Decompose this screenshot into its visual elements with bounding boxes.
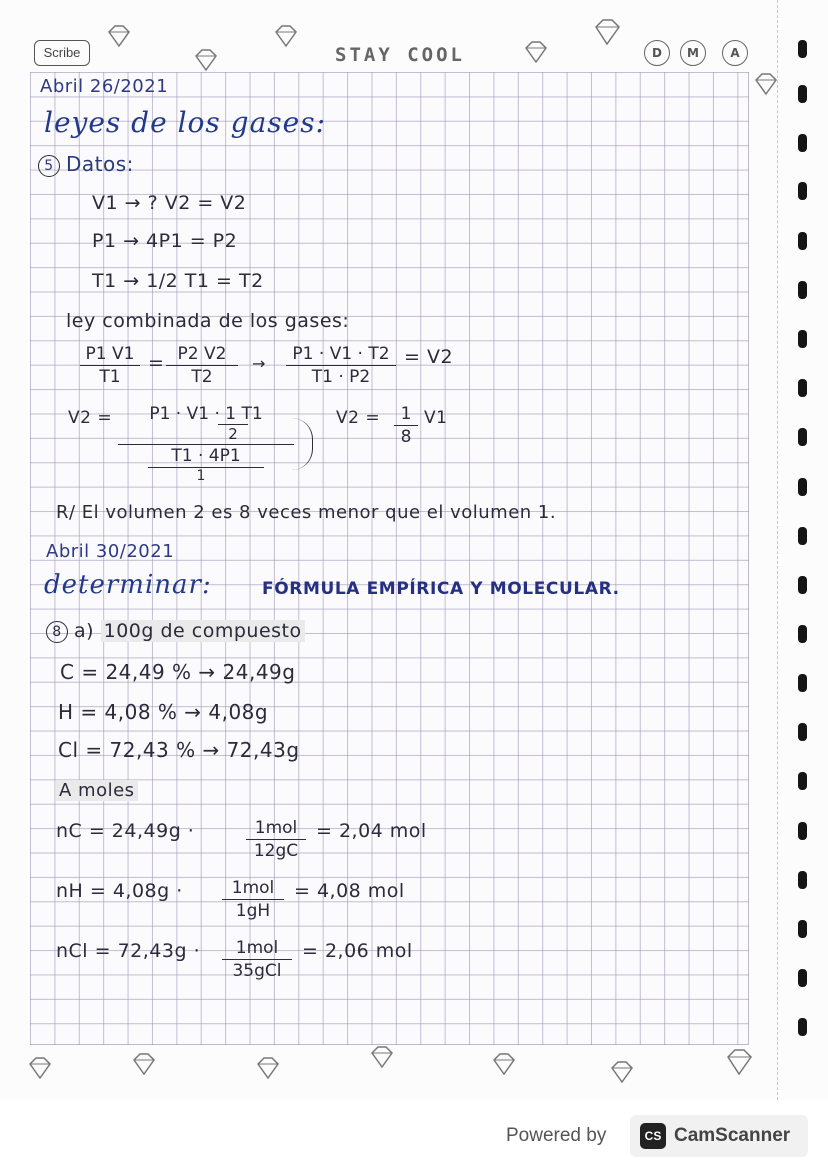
eq4-fraction	[394, 404, 418, 447]
eq3-lhs: V2 =	[68, 408, 113, 428]
eq3-denominator-2: 1	[196, 468, 206, 484]
diamond-icon	[192, 48, 218, 72]
calc-h-result: = 4,08 mol	[294, 880, 405, 902]
section-title-gas-laws: leyes de los gases:	[44, 106, 327, 139]
diamond-icon	[724, 1048, 754, 1076]
answer-text: R/ El volumen 2 es 8 veces menor que el volumen 1.	[56, 502, 557, 523]
given-line-t: T1 → 1/2 T1 = T2	[92, 270, 264, 292]
composition-c: C = 24,49 % → 24,49g	[60, 660, 296, 684]
diamond-icon	[592, 18, 622, 46]
powered-by-text: Powered by	[506, 1125, 607, 1146]
calc-c-result: = 2,04 mol	[316, 820, 427, 842]
eq2-numerator: P1 · V1 · T2	[292, 344, 390, 364]
calc-cl-den: 35gCl	[232, 961, 282, 981]
eq3-denominator: T1 · 4P1	[171, 446, 241, 466]
date-april-26: Abril 26/2021	[40, 76, 169, 97]
header-circle-d: D	[644, 40, 670, 66]
moles-heading	[56, 780, 138, 801]
calc-c-den: 12gC	[253, 841, 299, 861]
calc-h-lhs: nH = 4,08g ·	[56, 880, 183, 902]
header-circle-a: A	[722, 40, 748, 66]
diamond-icon	[368, 1045, 394, 1069]
eq1-rhs-fraction	[166, 344, 238, 387]
eq4-lhs: V2 =	[336, 408, 381, 428]
given-line-v: V1 → ? V2 = V2	[92, 192, 247, 214]
problem-8-heading	[46, 620, 305, 643]
diamond-icon	[490, 1052, 516, 1076]
eq4-numerator: 1	[400, 404, 412, 424]
diamond-icon	[522, 40, 548, 64]
problem-number: 5	[38, 155, 60, 177]
moles-label: A moles	[56, 780, 138, 801]
eq1-arrow: →	[252, 354, 266, 373]
datos-label: Datos:	[66, 152, 134, 176]
calc-c-fraction	[246, 818, 306, 861]
diamond-icon	[26, 1056, 52, 1080]
datos-heading	[38, 152, 134, 177]
calc-c-lhs: nC = 24,49g ·	[56, 820, 195, 842]
camscanner-logo-icon: CS	[640, 1123, 666, 1149]
diamond-icon	[105, 24, 131, 48]
header-circle-m: M	[680, 40, 706, 66]
camscanner-brand: CamScanner	[674, 1125, 791, 1146]
calc-h-num: 1mol	[231, 878, 275, 898]
composition-cl: Cl = 72,43 % → 72,43g	[58, 738, 300, 762]
eq1-rhs-denominator: T2	[191, 367, 213, 387]
eq4-variable: V1	[424, 408, 448, 428]
eq3-numerator: P1 · V1 · 1 T1	[149, 404, 263, 424]
eq1-lhs-fraction	[80, 344, 140, 387]
calc-cl-lhs: nCl = 72,43g ·	[56, 940, 201, 962]
date-april-30: Abril 30/2021	[46, 541, 175, 562]
calc-c-num: 1mol	[254, 818, 298, 838]
diamond-icon	[254, 1056, 280, 1080]
calc-cl-fraction	[222, 938, 292, 981]
diamond-icon	[608, 1060, 634, 1084]
header-brand: STAY COOL	[335, 44, 465, 66]
calc-h-fraction	[222, 878, 284, 921]
combined-law-label: ley combinada de los gases:	[66, 310, 350, 332]
eq3-fraction	[118, 404, 294, 484]
eq1-rhs-numerator: P2 V2	[177, 344, 227, 364]
part-label: a)	[74, 620, 95, 642]
page-margin-line	[777, 0, 778, 1100]
part-text: 100g de compuesto	[101, 620, 305, 642]
eq1-lhs-denominator: T1	[99, 367, 121, 387]
diamond-icon	[272, 24, 298, 48]
calc-cl-num: 1mol	[235, 938, 279, 958]
calc-h-den: 1gH	[235, 901, 271, 921]
section-title-determine: determinar:	[44, 570, 212, 600]
eq2-fraction	[286, 344, 396, 387]
eq1-lhs-numerator: P1 V1	[85, 344, 135, 364]
section-title-formula: FÓRMULA EMPÍRICA Y MOLECULAR.	[262, 579, 620, 599]
eq2-result: = V2	[404, 346, 454, 368]
eq3-half-den: 2	[228, 425, 238, 443]
diamond-icon	[130, 1052, 156, 1076]
calc-cl-result: = 2,06 mol	[302, 940, 413, 962]
eq4-denominator: 8	[400, 427, 412, 447]
composition-h: H = 4,08 % → 4,08g	[58, 700, 269, 724]
diamond-icon	[752, 72, 778, 96]
eq1-equals: =	[148, 352, 165, 374]
problem-number-8: 8	[46, 621, 68, 643]
eq2-denominator: T1 · P2	[311, 367, 371, 387]
given-line-p: P1 → 4P1 = P2	[92, 230, 238, 252]
scribe-logo: Scribe	[34, 40, 90, 66]
